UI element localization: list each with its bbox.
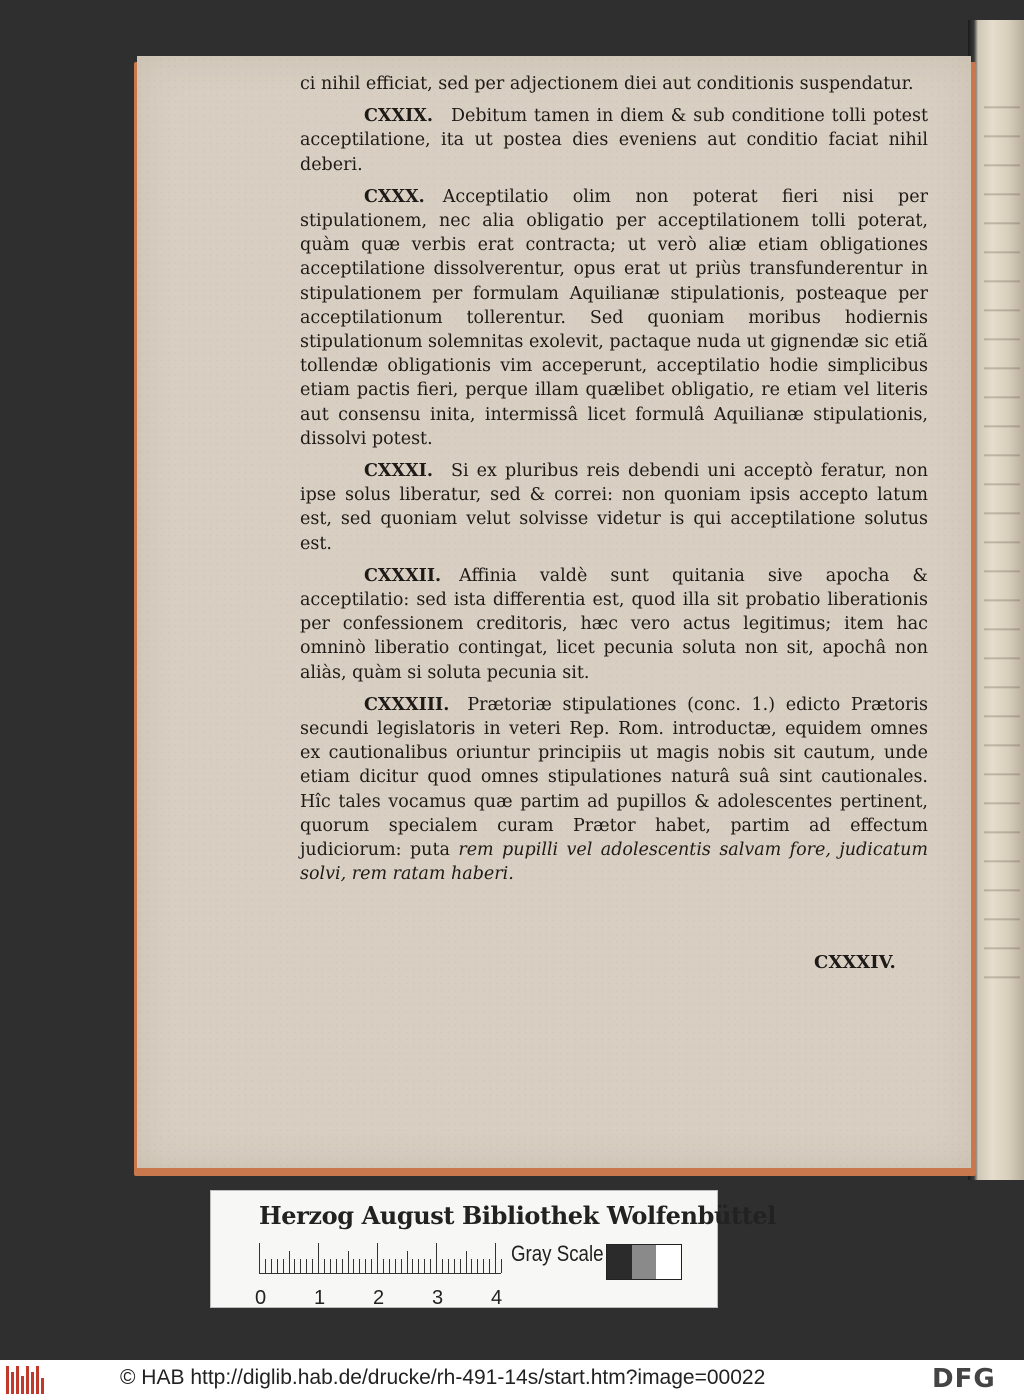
paragraph-text: Affinia valdè sunt quitania sive apocha & acceptilatio: sed ista differentia est, quod illa sit probatio liberationis per confessionem creditoris, hæc vero actus legitimus; item hac omninò liberatio contingat, licet pecunia soluta non sit, apochâ non aliàs, quàm si soluta pecunia sit.	[300, 565, 928, 683]
ruler-scale	[259, 1243, 509, 1283]
ruler-tick	[430, 1259, 431, 1273]
adjacent-page-text-lines	[984, 80, 1020, 980]
ruler-tick	[359, 1259, 360, 1273]
ruler-tick	[300, 1259, 301, 1273]
library-color-card	[210, 1190, 776, 1309]
ruler-digit: 4	[491, 1287, 503, 1309]
paragraph-cxxxii	[300, 564, 928, 685]
ruler-digit: 0	[255, 1287, 267, 1309]
ruler-tick	[471, 1259, 472, 1273]
paragraph-text: Debitum tamen in diem & sub conditione tolli potest acceptilatione, ita ut postea dies eveniens aut conditio faciat nihil deberi.	[300, 106, 928, 175]
ruler-tick	[448, 1259, 449, 1273]
ruler-tick	[383, 1259, 384, 1273]
footer-credit-link[interactable]: © HAB http://diglib.hab.de/drucke/rh-491-14s/start.htm?image=00022	[120, 1366, 766, 1389]
ruler-tick	[501, 1259, 502, 1273]
ruler-tick	[271, 1259, 272, 1273]
opening-line: ci nihil efficiat, sed per adjectionem diei aut conditionis suspendatur.	[300, 74, 914, 94]
ruler-tick	[489, 1259, 490, 1273]
paragraph-text: Prætoriæ stipulationes (conc. 1.) edicto Prætoris secundi legislatoris in veteri Rep. Rom. introductæ, equidem omnes ex cautionalibus oriuntur principiis ut magis nobis sit cautum, unde etiam dicitur quod omnes stipulationes naturâ suâ sint cautionales. Hîc tales vocamus quæ partim ad pupillos & adolescentes pertinent, quorum specialem curam Prætor habet, partim ad effectum judiciorum: puta	[300, 694, 928, 861]
ruler-tick	[424, 1259, 425, 1273]
gray-swatch	[607, 1245, 632, 1279]
hab-logo-icon	[6, 1366, 44, 1394]
paragraph-cxxxiii	[300, 693, 928, 887]
dfg-logo: DFG	[932, 1364, 996, 1394]
ruler-tick	[353, 1259, 354, 1273]
ruler-tick	[312, 1259, 313, 1273]
paragraph-cxxx	[300, 185, 928, 451]
paragraph-number: CXXX.	[364, 186, 425, 207]
ruler-tick	[336, 1259, 337, 1273]
gray-swatch	[656, 1245, 681, 1279]
ruler-tick	[442, 1259, 443, 1273]
library-name: Herzog August Bibliothek Wolfenbüttel	[259, 1201, 776, 1230]
ruler-tick	[483, 1259, 484, 1273]
ruler-tick	[418, 1259, 419, 1273]
ruler-tick	[377, 1243, 378, 1273]
ruler-tick	[283, 1259, 284, 1273]
paragraph-cxxix	[300, 104, 928, 177]
ruler-tick	[454, 1259, 455, 1273]
ruler-tick	[407, 1251, 408, 1273]
ruler-tick	[348, 1251, 349, 1273]
ruler-tick	[318, 1243, 319, 1273]
page-text-block	[300, 72, 928, 895]
gray-scale-swatches	[606, 1244, 682, 1280]
paragraph-number: CXXIX.	[364, 106, 433, 127]
ruler-digit: 2	[373, 1287, 385, 1309]
ruler-tick	[365, 1259, 366, 1273]
paragraph-number: CXXXIII.	[364, 694, 450, 715]
paragraph-italic-tail: rem pupilli vel adolescentis salvam fore, judicatum solvi, rem ratam haberi.	[300, 840, 928, 885]
ruler-tick	[495, 1243, 496, 1273]
ruler-tick	[436, 1243, 437, 1273]
ruler-tick	[306, 1259, 307, 1273]
paragraph-cxxxi	[300, 459, 928, 556]
ruler-tick	[289, 1251, 290, 1273]
gray-swatch	[632, 1245, 657, 1279]
ruler-tick	[265, 1259, 266, 1273]
ruler-tick	[401, 1259, 402, 1273]
paragraph-text: Acceptilatio olim non poterat fieri nisi per stipulationem, nec alia obligatio per acceptilationem tolli poterat, quàm quæ verbis erat contracta; ut verò aliæ etiam obligationes acceptilatione dissolverentur, opus erat ut priùs transfunderentur in stipulationem per formulam Aquilianæ stipulationis, posteaque per acceptilationum tollerentur. Sed quoniam moribus hodiernis stipulationum solemnitas exolevit, pactaque nuda ut gignendæ sic etiã tollendæ obligationis vim acceperunt, acceptilatio hodie simplicibus etiam pactis fieri, perque illam quælibet obligatio, re etiam vel literis aut consensu inita, intermissâ licet formulâ Aquilianæ stipulationis, dissolvi potest.	[300, 186, 928, 449]
ruler-tick	[324, 1259, 325, 1273]
ruler-digit: 3	[432, 1287, 444, 1309]
ruler-tick	[371, 1259, 372, 1273]
ruler-tick	[412, 1259, 413, 1273]
ruler-tick	[389, 1259, 390, 1273]
ruler-tick	[477, 1259, 478, 1273]
catchword: CXXXIV.	[814, 952, 896, 973]
paragraph-text: Si ex pluribus reis debendi uni acceptò feratur, non ipse solus liberatur, sed & correi: non quoniam ipsis accepto latum est, sed quoniam velut solvisse videtur is qui acceptilatione solutus est.	[300, 461, 928, 554]
ruler-tick	[330, 1259, 331, 1273]
ruler-tick	[277, 1259, 278, 1273]
footer-bar	[0, 1360, 1024, 1400]
ruler-tick	[342, 1259, 343, 1273]
gray-scale-label: Gray Scale	[511, 1241, 604, 1266]
ruler-tick	[294, 1259, 295, 1273]
paragraph-number: CXXXII.	[364, 565, 442, 586]
ruler-tick	[466, 1251, 467, 1273]
ruler-tick	[259, 1243, 260, 1273]
ruler-digit: 1	[314, 1287, 326, 1309]
ruler-tick	[460, 1259, 461, 1273]
ruler-tick	[395, 1259, 396, 1273]
paragraph-number: CXXXI.	[364, 461, 433, 482]
ruler-baseline	[259, 1273, 501, 1274]
